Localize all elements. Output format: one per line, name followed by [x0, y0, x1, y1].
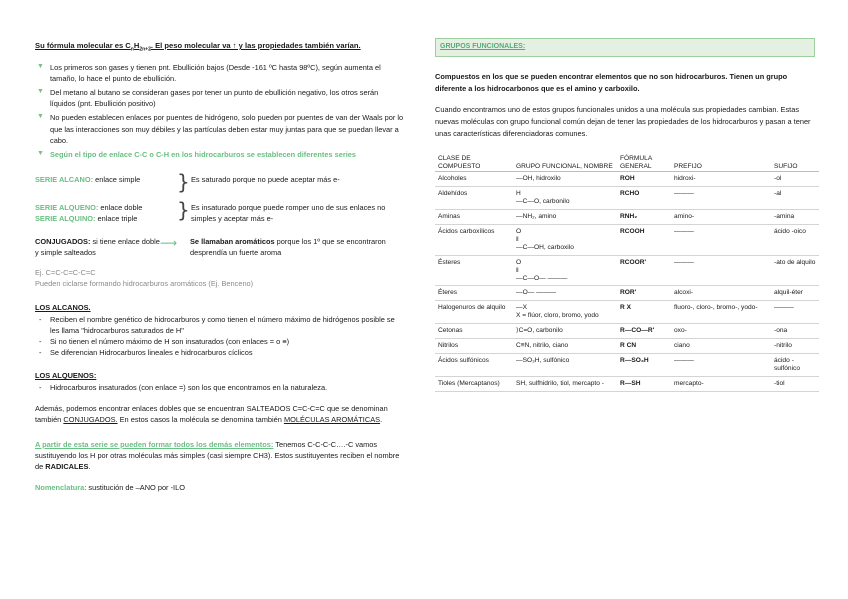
table-cell-sufijo: -nitrilo: [771, 339, 819, 354]
table-row: [435, 255, 819, 286]
triangle-bullet-icon: ▼: [37, 63, 44, 71]
list-item: - Se diferencian Hidrocarburos lineales e hidrocarburos cíclicos: [35, 347, 405, 358]
table-cell-formula: RNH₂: [617, 210, 671, 225]
table-cell-sufijo: ácido -oico: [771, 225, 819, 256]
table-cell-formula: ROR': [617, 286, 671, 301]
table-cell-grupo: C≡N, nitrilo, ciano: [513, 339, 617, 354]
table-cell-clase: Ácidos carboxílicos: [435, 225, 513, 256]
col-header: GRUPO FUNCIONAL, NOMBRE: [513, 153, 617, 172]
table-cell-prefijo: ———: [671, 225, 771, 256]
table-cell-prefijo: ———: [671, 354, 771, 377]
left-column: [35, 40, 405, 493]
table-cell-clase: Ácidos sulfónicos: [435, 354, 513, 377]
grupos-intro-bold: Compuestos en los que se pueden encontrar elementos que no son hidrocarburos. Tienen un grupo diferente a los hidrocarbonos que es el amino y carboxilo.: [435, 71, 788, 93]
alcanos-list: [35, 314, 405, 358]
table-cell-prefijo: amino-: [671, 210, 771, 225]
table-cell-formula: R—CO—R': [617, 324, 671, 339]
alquenos-list: [35, 382, 405, 393]
list-item: ▼ Los primeros son gases y tienen pnt. Ebullición bajos (Desde -161 ºC hasta 98ºC), según aumenta el tamaño, lo hace el punto de ebullición.: [37, 63, 381, 84]
table-cell-prefijo: fluoro-, cloro-, bromo-, yodo-: [671, 301, 771, 324]
table-cell-formula: RCHO: [617, 187, 671, 210]
list-item: - Hidrocarburos insaturados (con enlace =) son los que encontramos en la naturaleza.: [35, 382, 405, 393]
table-cell-sufijo: -ol: [771, 172, 819, 187]
table-cell-grupo: —O— ———: [513, 286, 617, 301]
table-cell-formula: R—SH: [617, 376, 671, 391]
radicales-paragraph: A partir de esta serie se pueden formar todos los demás elementos: Tenemos C-C-C-C….-C vamos sustituyendo los H por otras moléculas más simples (casi siempre CH3). Estos sustituyentes reciben el nombre de RADICALES.: [35, 439, 400, 471]
table-cell-sufijo: ácido -sulfónico: [771, 354, 819, 377]
table-cell-prefijo: ———: [671, 187, 771, 210]
table-cell-sufijo: -amina: [771, 210, 819, 225]
alquenos-title: LOS ALQUENOS:: [35, 371, 97, 381]
table-cell-formula: R CN: [617, 339, 671, 354]
table-cell-formula: ROH: [617, 172, 671, 187]
serie-alqueno-alquino: SERIE ALQUENO: enlace doble SERIE ALQUINO: enlace triple } Es insaturado porque puede romper uno de sus enlaces no simples y aceptar más e-: [35, 197, 386, 223]
table-cell-grupo: H —C—O, carbonilo: [513, 187, 617, 210]
table-row: [435, 225, 819, 256]
col-header: CLASE DE COMPUESTO: [435, 153, 513, 172]
properties-list: [35, 62, 405, 160]
brace-icon: }: [177, 169, 190, 194]
table-cell-clase: Nitrilos: [435, 339, 513, 354]
table-row: [435, 187, 819, 210]
table-cell-formula: RCOOR': [617, 255, 671, 286]
table-row: [435, 376, 819, 391]
list-item: ▼ Según el tipo de enlace C-C o C-H en los hidrocarburos se establecen diferentes series: [37, 149, 356, 159]
list-item: ▼ No pueden establecen enlaces por puentes de hidrógeno, solo pueden por puentes de van der Waals por lo que las interacciones son muy débiles y las partículas deben estar muy juntas para que se puedan llevar a cabo.: [37, 113, 404, 145]
table-row: [435, 172, 819, 187]
table-cell-sufijo: alquil-éter: [771, 286, 819, 301]
col-header: FÓRMULA GENERAL: [617, 153, 671, 172]
table-cell-grupo: O ‖ —C—O— ———: [513, 255, 617, 286]
table-cell-formula: R X: [617, 301, 671, 324]
table-cell-sufijo: -al: [771, 187, 819, 210]
table-cell-sufijo: -ona: [771, 324, 819, 339]
table-cell-grupo: SH, sulfhidrilo, tiol, mercapto -: [513, 376, 617, 391]
table-cell-prefijo: alcoxi-: [671, 286, 771, 301]
col-header: PREFIJO: [671, 153, 771, 172]
serie-alcano: SERIE ALCANO: enlace simple } Es saturado porque no puede aceptar más e-: [35, 169, 340, 194]
table-row: [435, 301, 819, 324]
table-row: [435, 354, 819, 377]
table-cell-prefijo: ciano: [671, 339, 771, 354]
table-row: [435, 324, 819, 339]
table-cell-sufijo: ———: [771, 301, 819, 324]
conjugados-block: CONJUGADOS: si tiene enlace doble y simple salteados ⟶ Se llamaban aromáticos porque los 1º que se encontraron desprendía un fuerte aroma: [35, 236, 386, 258]
table-cell-grupo: —OH, hidroxilo: [513, 172, 617, 187]
list-item: - Si no tienen el número máximo de H son insaturados (con enlaces = o ≡): [35, 336, 405, 347]
table-cell-formula: R—SO₃H: [617, 354, 671, 377]
triangle-bullet-icon: ▼: [37, 113, 44, 121]
grupos-funcionales-banner: GRUPOS FUNCIONALES:: [435, 38, 815, 57]
table-cell-prefijo: ———: [671, 255, 771, 286]
table-cell-formula: RCOOH: [617, 225, 671, 256]
table-cell-grupo: ⟩C=O, carbonilo: [513, 324, 617, 339]
brace-icon: }: [177, 197, 190, 222]
alcanos-title: LOS ALCANOS.: [35, 302, 91, 312]
table-cell-grupo: O ‖ —C—OH, carboxilo: [513, 225, 617, 256]
table-cell-clase: Halogenuros de alquilo: [435, 301, 513, 324]
table-cell-clase: Cetonas: [435, 324, 513, 339]
table-row: [435, 339, 819, 354]
functional-groups-table: [435, 153, 819, 392]
table-cell-grupo: —SO₃H, sulfónico: [513, 354, 617, 377]
table-row: [435, 210, 819, 225]
arrow-right-icon: ⟶: [160, 236, 178, 251]
ademas-paragraph: Además, podemos encontrar enlaces dobles que se encuentran SALTEADOS C=C-C=C que se denominan también CONJUGADOS. En estos casos la molécula se denomina también MOLÉCULAS AROMÁTICAS.: [35, 404, 388, 425]
grupos-intro: Cuando encontramos uno de estos grupos funcionales unidos a una molécula sus propiedades cambian. Estas nuevas moléculas con grupo funcional común dejan de tener las propiedades de los hidrocarburos y pasan a tener unas características diferenciadoras comunes.: [435, 104, 811, 139]
list-item: ▼ Del metano al butano se consideran gases por tener un punto de ebullición negativo, los otros serán líquidos (pnt. Ebullición positivo): [37, 88, 379, 109]
table-cell-sufijo: -ato de alquilo: [771, 255, 819, 286]
table-header-row: [435, 153, 819, 172]
table-cell-prefijo: oxo-: [671, 324, 771, 339]
molecular-formula-heading: Su fórmula molecular es $C_nH_{2n+2}$. El peso molecular va ↑ y las propiedades también varían.: [35, 41, 361, 53]
table-cell-clase: Aldehídos: [435, 187, 513, 210]
table-cell-grupo: —X X = flúor, cloro, bromo, yodo: [513, 301, 617, 324]
triangle-bullet-icon: ▼: [37, 88, 44, 96]
triangle-bullet-icon: ▼: [37, 149, 44, 157]
col-header: SUFIJO: [771, 153, 819, 172]
table-cell-sufijo: -tiol: [771, 376, 819, 391]
table-cell-clase: Aminas: [435, 210, 513, 225]
list-item: - Reciben el nombre genético de hidrocarburos y como tienen el número máximo de hidrógenos posible se les llama "hidrocarburos saturados de H": [35, 314, 405, 336]
table-cell-clase: Alcoholes: [435, 172, 513, 187]
table-cell-prefijo: mercapto-: [671, 376, 771, 391]
table-row: [435, 286, 819, 301]
table-cell-clase: Éteres: [435, 286, 513, 301]
table-cell-clase: Tioles (Mercaptanos): [435, 376, 513, 391]
right-column: [435, 38, 815, 392]
example-text: Ej. C=C-C=C-C=C Pueden ciclarse formando hidrocarburos aromáticos (Ej. Benceno): [35, 268, 254, 289]
table-cell-clase: Ésteres: [435, 255, 513, 286]
table-cell-prefijo: hidroxi-: [671, 172, 771, 187]
nomenclatura-line: Nomenclatura: sustitución de –ANO por -ILO: [35, 482, 185, 492]
table-cell-grupo: —NH₂, amino: [513, 210, 617, 225]
